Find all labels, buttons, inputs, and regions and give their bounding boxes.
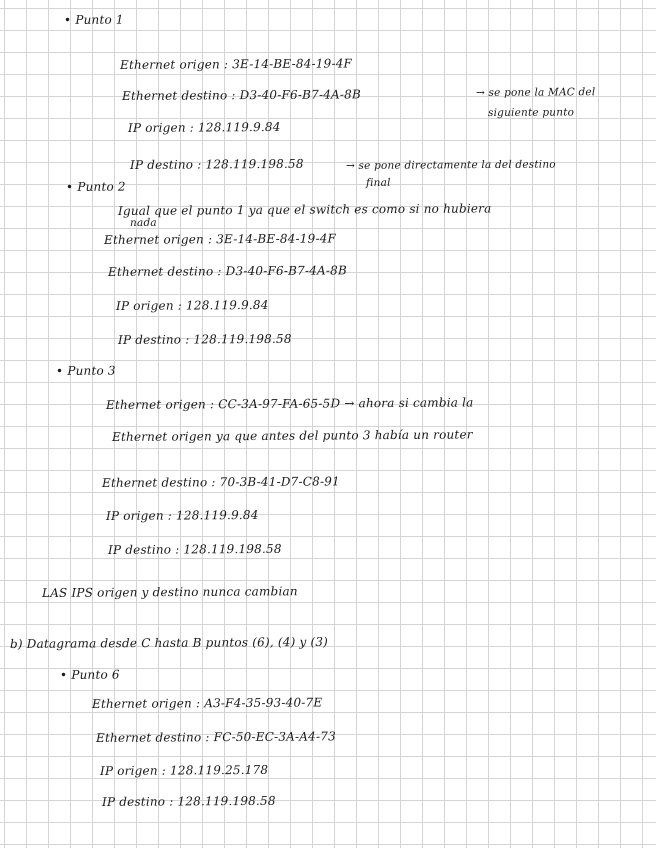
punto-3-ip-destino: IP destino : 128.119.198.58 [107,541,282,557]
punto-2-ethernet-destino: Ethernet destino : D3-40-F6-B7-4A-8B [107,263,348,279]
punto-2-note-line-2: nada [129,216,157,229]
punto-3-ethernet-origen: Ethernet origen : CC-3A-97-FA-65-5D → ahora si cambia la [105,395,474,412]
punto-3-router-note: Ethernet origen ya que antes del punto 3 había un router [111,427,473,444]
section-b-heading: b) Datagrama desde C hasta B puntos (6), (4) y (3) [9,634,329,651]
punto-3-ip-origen: IP origen : 128.119.9.84 [105,507,259,523]
punto-1-ip-destino: IP destino : 128.119.198.58 [129,156,304,172]
punto-2-note-line-1: Igual que el punto 1 ya que el switch es como si no hubiera [117,201,492,218]
punto-6-ethernet-destino: Ethernet destino : FC-50-EC-3A-A4-73 [95,729,336,745]
punto-6-heading: • Punto 6 [59,667,120,682]
punto-1-ethernet-destino: Ethernet destino : D3-40-F6-B7-4A-8B [121,87,362,103]
punto-2-ip-origen: IP origen : 128.119.9.84 [115,297,269,313]
punto-1-mac-note-line-1: → se pone la MAC del [475,86,596,99]
punto-2-ethernet-origen: Ethernet origen : 3E-14-BE-84-19-4F [103,231,337,247]
punto-3-heading: • Punto 3 [55,363,116,378]
punto-3-ethernet-destino: Ethernet destino : 70-3B-41-D7-C8-91 [101,474,340,490]
ips-conclusion: LAS IPS origen y destino nunca cambian [41,584,298,600]
punto-2-ip-destino: IP destino : 128.119.198.58 [117,331,292,347]
punto-1-ethernet-origen: Ethernet origen : 3E-14-BE-84-19-4F [119,56,353,72]
punto-1-ip-note-line-1: → se pone directamente la del destino [345,158,556,172]
punto-6-ip-origen: IP origen : 128.119.25.178 [99,762,269,778]
punto-1-heading: • Punto 1 [63,12,124,27]
punto-6-ip-destino: IP destino : 128.119.198.58 [101,793,276,809]
punto-1-mac-note-line-2: siguiente punto [487,106,575,119]
punto-1-ip-note-line-2: final [365,176,391,189]
punto-1-ip-origen: IP origen : 128.119.9.84 [127,119,281,135]
punto-2-heading: • Punto 2 [65,179,126,194]
punto-6-ethernet-origen: Ethernet origen : A3-F4-35-93-40-7E [91,695,323,711]
